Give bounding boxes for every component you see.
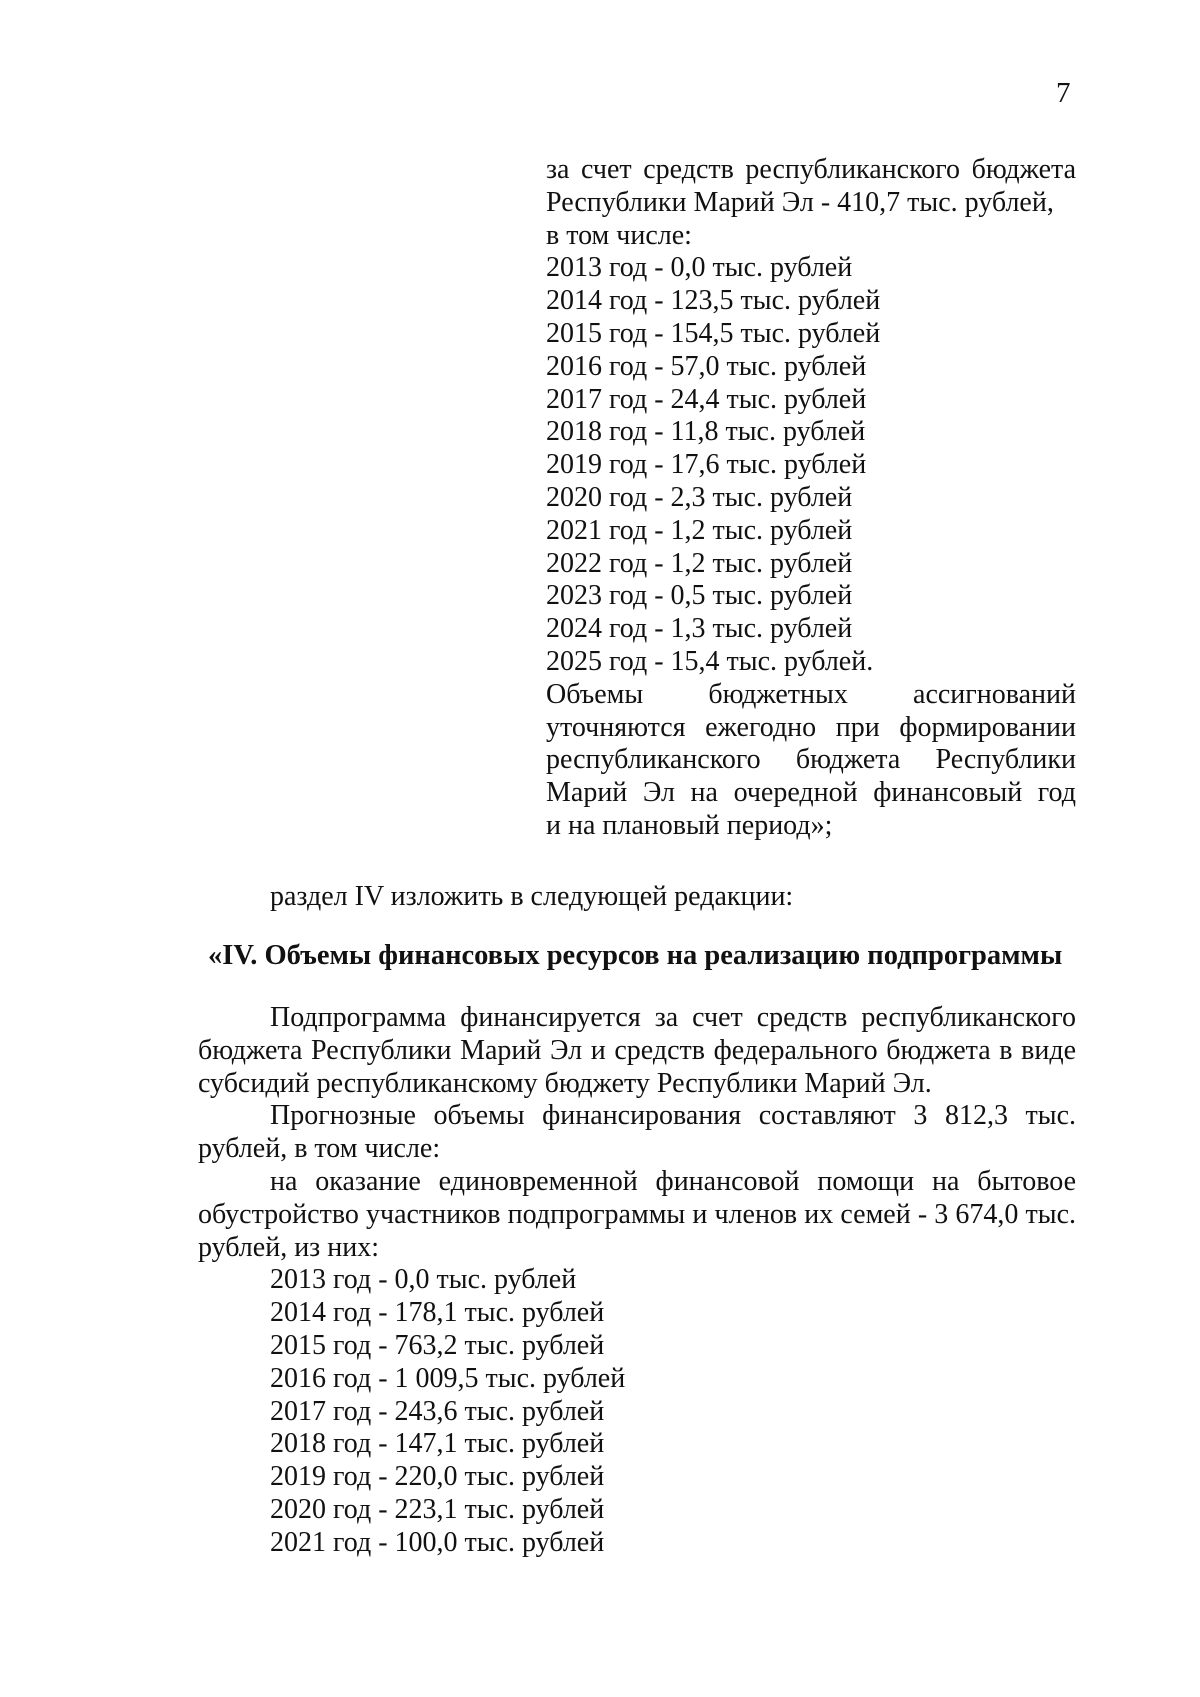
paragraph: Подпрограмма финансируется за счет средств республиканского бюджета Республики Марий Эл и средств федерального бюджета в виде субсидий республиканскому бюджету Республики Марий Эл.	[198, 1002, 1076, 1099]
note-line: и на плановый период»;	[546, 809, 833, 841]
year-amount-line: 2021 год - 100,0 тыс. рублей	[270, 1526, 605, 1558]
amendment-instruction: раздел IV изложить в следующей редакции:	[270, 881, 794, 912]
intro-line: Республики Марий Эл - 410,7 тыс. рублей,	[546, 186, 1054, 218]
note-line: уточняются ежегодно при формировании	[546, 711, 1076, 743]
intro-line: за счет средств республиканского бюджета	[546, 154, 1076, 185]
year-amount-line: 2018 год - 11,8 тыс. рублей	[546, 416, 866, 448]
year-amount-line: 2014 год - 123,5 тыс. рублей	[546, 285, 881, 317]
year-amount-line: 2021 год - 1,2 тыс. рублей	[546, 514, 853, 546]
year-amount-line: 2014 год - 178,1 тыс. рублей	[270, 1297, 605, 1329]
year-list	[198, 1264, 1076, 1559]
year-amount-line: 2022 год - 1,2 тыс. рублей	[546, 547, 853, 579]
year-amount-line: 2019 год - 220,0 тыс. рублей	[270, 1461, 605, 1493]
intro-line: в том числе:	[546, 219, 692, 251]
year-amount-line: 2020 год - 2,3 тыс. рублей	[546, 481, 853, 513]
year-amount-line: 2013 год - 0,0 тыс. рублей	[270, 1264, 577, 1296]
year-amount-line: 2018 год - 147,1 тыс. рублей	[270, 1428, 605, 1460]
financing-summary-column	[546, 154, 1076, 843]
year-amount-line: 2025 год - 15,4 тыс. рублей.	[546, 645, 874, 677]
year-amount-line: 2017 год - 24,4 тыс. рублей	[546, 383, 867, 415]
year-amount-line: 2016 год - 1 009,5 тыс. рублей	[270, 1362, 626, 1394]
paragraph: на оказание единовременной финансовой помощи на бытовое обустройство участников подпрограммы и членов их семей - 3 674,0 тыс. рублей, из них:	[198, 1165, 1076, 1263]
section-heading: «IV. Объемы финансовых ресурсов на реализацию подпрограммы	[208, 940, 1063, 971]
note-line: Марий Эл на очередной финансовый год	[546, 777, 1076, 809]
page-number: 7	[1056, 77, 1071, 109]
paragraph: Прогнозные объемы финансирования составляют 3 812,3 тыс. рублей, в том числе:	[198, 1100, 1076, 1165]
year-amount-line: 2015 год - 763,2 тыс. рублей	[270, 1329, 605, 1361]
year-amount-line: 2013 год - 0,0 тыс. рублей	[546, 252, 853, 284]
year-amount-line: 2017 год - 243,6 тыс. рублей	[270, 1395, 605, 1427]
year-amount-line: 2024 год - 1,3 тыс. рублей	[546, 613, 853, 645]
note-line: республиканского бюджета Республики	[546, 744, 1076, 776]
year-amount-line: 2016 год - 57,0 тыс. рублей	[546, 350, 867, 382]
year-amount-line: 2020 год - 223,1 тыс. рублей	[270, 1493, 605, 1525]
year-amount-line: 2023 год - 0,5 тыс. рублей	[546, 580, 853, 612]
note-line: Объемы бюджетных ассигнований	[546, 678, 1076, 710]
section-body	[198, 1002, 1076, 1560]
year-amount-line: 2015 год - 154,5 тыс. рублей	[546, 317, 881, 349]
year-amount-line: 2019 год - 17,6 тыс. рублей	[546, 449, 867, 481]
